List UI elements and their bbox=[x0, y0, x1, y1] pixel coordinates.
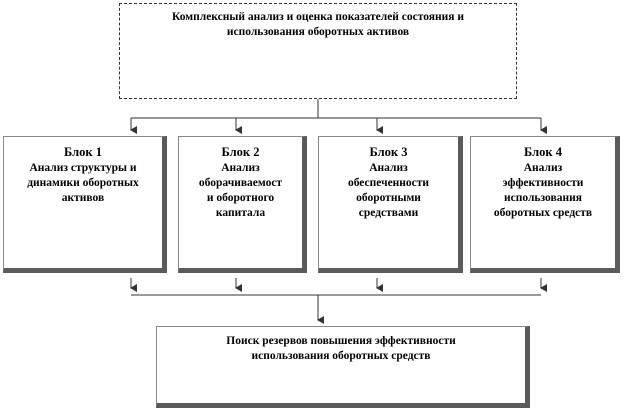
block-4-line-2: эффективности bbox=[502, 176, 584, 189]
bottom-box-line-1: Поиск резервов повышения эффективности bbox=[226, 335, 456, 347]
block-4-line-1: Анализ bbox=[523, 161, 563, 174]
top-box bbox=[119, 3, 517, 99]
block-2-line-4: капитала bbox=[215, 207, 266, 220]
bottom-box bbox=[156, 326, 530, 408]
bottom-box-line-2: использования оборотных средств bbox=[251, 350, 431, 363]
block-4-line-3: использования bbox=[504, 191, 582, 204]
block-1 bbox=[3, 136, 167, 273]
block-2-line-3: и оборотного bbox=[206, 191, 275, 204]
block-1-line-2: динамики оборотных bbox=[27, 176, 139, 189]
block-4-line-4: оборотных средств bbox=[493, 207, 593, 220]
top-box-line-2: использования оборотных активов bbox=[226, 26, 410, 39]
block-4 bbox=[470, 136, 620, 273]
block-2-line-1: Анализ bbox=[221, 161, 260, 174]
block-2-line-2: оборачиваемост bbox=[198, 176, 283, 189]
block-3-header: Блок 3 bbox=[369, 145, 408, 159]
block-2 bbox=[178, 136, 307, 273]
block-2-header: Блок 2 bbox=[221, 145, 260, 159]
block-3-line-1: Анализ bbox=[369, 161, 408, 174]
block-1-header: Блок 1 bbox=[64, 145, 102, 159]
block-1-line-3: активов bbox=[61, 191, 105, 204]
block-3-line-2: обеспеченности bbox=[347, 176, 430, 189]
block-3-line-4: средствами bbox=[358, 207, 419, 220]
top-box-line-1: Комплексный анализ и оценка показателей состояния и bbox=[172, 11, 464, 23]
block-4-header: Блок 4 bbox=[524, 145, 562, 159]
block-1-line-1: Анализ структуры и bbox=[29, 161, 137, 174]
block-3-line-3: оборотными bbox=[356, 191, 421, 204]
block-3 bbox=[318, 136, 463, 273]
